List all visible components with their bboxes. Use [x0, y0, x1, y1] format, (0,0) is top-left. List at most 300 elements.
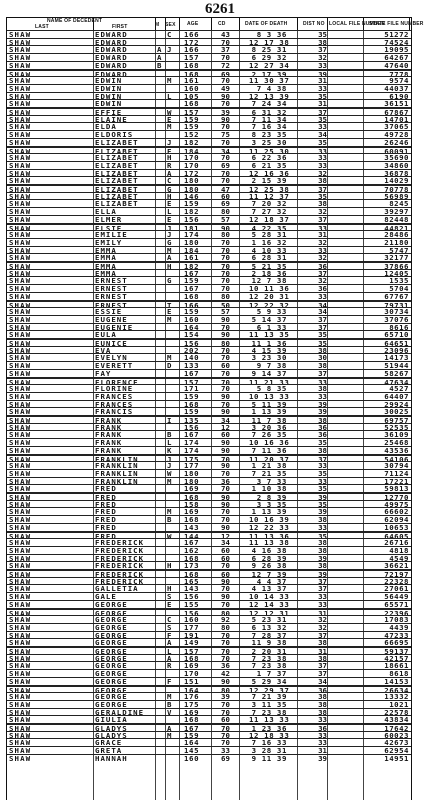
last-name-cell: SHAW — [9, 99, 32, 109]
death-date-cell: 8 23 35 — [251, 130, 287, 140]
state-file-cell: 1535 — [389, 276, 409, 286]
district-cell: 35 — [318, 191, 327, 201]
last-name-cell: SHAW — [9, 69, 32, 79]
death-date-cell: 11 21 33 — [249, 377, 290, 387]
code-cell: 49 — [221, 83, 230, 93]
death-date-cell: 5 21 35 — [251, 262, 287, 271]
sex-cell: W — [167, 468, 172, 478]
age-cell: 143 — [184, 584, 200, 594]
death-date-cell: 7 24 34 — [251, 99, 287, 109]
district-cell: 33 — [318, 715, 327, 725]
district-cell: 38 — [318, 515, 327, 525]
age-cell: 145 — [184, 746, 200, 756]
district-cell: 35 — [318, 30, 327, 39]
sex-cell: R — [167, 661, 172, 671]
last-name-cell: SHAW — [9, 330, 32, 340]
state-file-cell: 66602 — [384, 507, 409, 517]
last-name-cell: SHAW — [9, 438, 32, 448]
age-cell: 181 — [184, 223, 200, 233]
sex-cell: A — [167, 168, 172, 178]
state-file-cell: 37076 — [384, 314, 409, 324]
age-cell: 172 — [184, 168, 200, 178]
first-name-cell: GEORGE — [95, 699, 128, 709]
state-file-cell: 79731 — [384, 300, 409, 310]
last-name-cell: SHAW — [9, 146, 32, 156]
age-cell: 133 — [184, 361, 200, 371]
last-name-cell: SHAW — [9, 207, 32, 217]
district-cell: 33 — [318, 146, 327, 156]
code-cell: 90 — [221, 592, 230, 602]
code-cell: 34 — [221, 416, 230, 425]
district-cell: 35 — [318, 499, 327, 509]
age-cell: 168 — [184, 493, 200, 502]
district-cell: 38 — [318, 561, 327, 571]
header-district: DIST NO — [303, 21, 325, 27]
code-cell: 70 — [221, 653, 230, 663]
death-date-cell: 10 14 33 — [249, 592, 290, 602]
death-date-cell: 7 21 35 — [251, 468, 287, 478]
state-file-cell: 14701 — [384, 114, 409, 124]
state-file-cell: 28486 — [384, 230, 409, 240]
death-date-cell: 2 8 39 — [256, 493, 287, 502]
state-file-cell: 52535 — [384, 422, 409, 432]
last-name-cell: SHAW — [9, 615, 32, 625]
state-file-cell: 14173 — [384, 353, 409, 363]
code-cell: 90 — [221, 522, 230, 532]
code-cell: 70 — [221, 484, 230, 494]
first-name-cell: EDWIN — [95, 99, 123, 109]
sex-cell: H — [167, 584, 172, 594]
last-name-cell: SHAW — [9, 160, 32, 170]
age-cell: 166 — [184, 45, 200, 55]
death-date-cell: 7 28 37 — [251, 630, 287, 640]
last-name-cell: SHAW — [9, 699, 32, 709]
age-cell: 168 — [184, 653, 200, 663]
code-cell: 70 — [221, 153, 230, 163]
last-name-cell: SHAW — [9, 353, 32, 363]
sex-cell: E — [167, 199, 172, 209]
age-cell: 159 — [184, 114, 200, 124]
district-cell: 34 — [318, 307, 327, 317]
code-cell: 70 — [221, 253, 230, 263]
last-name-cell: SHAW — [9, 507, 32, 517]
district-cell: 39 — [318, 570, 327, 579]
last-name-cell: SHAW — [9, 391, 32, 401]
age-cell: 177 — [184, 461, 200, 471]
sex-cell: F — [167, 630, 172, 640]
state-file-cell: 22328 — [384, 576, 409, 586]
first-name-cell: GLADYS — [95, 730, 128, 740]
sex-cell: M — [167, 245, 172, 255]
last-name-cell: SHAW — [9, 76, 32, 86]
first-name-cell: ERNEST — [95, 284, 128, 294]
sex-cell: M — [167, 353, 172, 363]
death-date-cell: 7 11 34 — [251, 114, 287, 124]
district-cell: 39 — [318, 399, 327, 409]
last-name-cell: SHAW — [9, 53, 32, 63]
code-cell: 34 — [221, 146, 230, 156]
sex-cell: G — [167, 276, 172, 286]
death-date-cell: 4 4 37 — [256, 576, 287, 586]
page-number: 6261 — [205, 1, 235, 17]
code-cell: 80 — [221, 685, 230, 695]
state-file-cell: 47634 — [384, 377, 409, 387]
last-name-cell: SHAW — [9, 291, 32, 301]
death-date-cell: 6 1 33 — [256, 322, 287, 332]
district-cell: 38 — [318, 692, 327, 702]
sex-cell: J — [167, 454, 172, 464]
age-cell: 177 — [184, 622, 200, 632]
death-date-cell: 3 20 36 — [251, 422, 287, 432]
first-name-cell: GEORGE — [95, 692, 128, 702]
last-name-cell: SHAW — [9, 377, 32, 387]
death-date-cell: 6 31 32 — [251, 108, 287, 117]
first-name-cell: EMILY — [95, 237, 123, 247]
state-file-cell: 70778 — [384, 185, 409, 194]
first-name-cell: ERNEST — [95, 276, 128, 286]
death-date-cell: 7 20 32 — [251, 199, 287, 209]
state-file-cell: 9574 — [389, 76, 409, 86]
code-cell: 80 — [221, 608, 230, 618]
code-cell: 36 — [221, 476, 230, 486]
code-cell: 90 — [221, 223, 230, 233]
age-cell: 155 — [184, 599, 200, 609]
code-cell: 80 — [221, 339, 230, 348]
death-date-cell: 5 8 35 — [256, 384, 287, 394]
state-file-cell: 82448 — [384, 214, 409, 224]
last-name-cell: SHAW — [9, 561, 32, 571]
last-name-cell: SHAW — [9, 284, 32, 294]
district-cell: 38 — [318, 638, 327, 648]
death-date-cell: 3 7 33 — [256, 476, 287, 486]
death-date-cell: 9 7 38 — [256, 361, 287, 371]
code-cell: 70 — [221, 99, 230, 109]
first-name-cell: FREDERICK — [95, 576, 145, 586]
last-name-cell: SHAW — [9, 661, 32, 671]
death-date-cell: 11 1 36 — [251, 339, 287, 348]
state-file-cell: 65710 — [384, 330, 409, 340]
state-file-cell: 4527 — [389, 384, 409, 394]
last-name-cell: SHAW — [9, 168, 32, 178]
first-name-cell: ELMER — [95, 214, 123, 224]
state-file-cell: 64651 — [384, 339, 409, 348]
code-cell: 60 — [221, 553, 230, 563]
code-cell: 90 — [221, 461, 230, 471]
code-cell: 70 — [221, 599, 230, 609]
death-date-cell: 8 25 31 — [251, 45, 287, 55]
code-cell: 37 — [221, 45, 230, 55]
code-cell: 70 — [221, 245, 230, 255]
district-cell: 37 — [318, 45, 327, 55]
district-cell: 37 — [318, 669, 327, 679]
district-cell: 38 — [318, 176, 327, 186]
first-name-cell: GEORGE — [95, 669, 128, 679]
death-date-cell: 4 22 35 — [251, 223, 287, 233]
district-cell: 33 — [318, 730, 327, 740]
district-cell: 37 — [318, 214, 327, 224]
first-name-cell: ELAINE — [95, 114, 128, 124]
state-file-cell: 69757 — [384, 416, 409, 425]
district-cell: 31 — [318, 99, 327, 109]
death-date-cell: 2 17 39 — [251, 69, 287, 79]
header-decedent: NAME OF DECEDENT — [47, 18, 103, 24]
sex-cell: A — [167, 724, 172, 733]
code-cell: 12 — [221, 531, 230, 541]
code-cell: 70 — [221, 384, 230, 394]
last-name-cell: SHAW — [9, 669, 32, 679]
sex-cell: B — [167, 699, 172, 709]
district-cell: 37 — [318, 108, 327, 117]
age-cell: 156 — [184, 214, 200, 224]
last-name-cell: SHAW — [9, 45, 32, 55]
last-name-cell: SHAW — [9, 692, 32, 702]
death-date-cell: 1 16 32 — [251, 237, 287, 247]
district-cell: 37 — [318, 368, 327, 378]
age-cell: 164 — [184, 322, 200, 332]
age-cell: 170 — [184, 160, 200, 170]
code-cell: 70 — [221, 345, 230, 355]
code-cell: 70 — [221, 699, 230, 709]
age-cell: 169 — [184, 707, 200, 717]
district-cell: 32 — [318, 207, 327, 217]
first-name-cell: EFFIE — [95, 108, 123, 117]
district-cell: 32 — [318, 253, 327, 263]
last-name-cell: SHAW — [9, 185, 32, 194]
death-date-cell: 6 28 31 — [251, 253, 287, 263]
code-cell: 90 — [221, 576, 230, 586]
district-cell: 35 — [318, 137, 327, 147]
sex-cell: R — [167, 160, 172, 170]
first-name-cell: ELDORIS — [95, 130, 134, 140]
last-name-cell: SHAW — [9, 676, 32, 686]
last-name-cell: SHAW — [9, 746, 32, 756]
death-date-cell: 9 11 39 — [251, 753, 287, 763]
sex-cell: S — [167, 622, 172, 632]
sex-cell: E — [167, 599, 172, 609]
state-file-cell: 60023 — [384, 730, 409, 740]
age-cell: 167 — [184, 538, 200, 548]
code-cell: 69 — [221, 753, 230, 763]
last-name-cell: SHAW — [9, 499, 32, 509]
column-header — [6, 17, 424, 31]
age-cell: 176 — [184, 692, 200, 702]
death-date-cell: 12 25 38 — [249, 185, 290, 194]
age-cell: 144 — [184, 531, 200, 541]
state-file-cell: 39297 — [384, 207, 409, 217]
last-name-cell: SHAW — [9, 237, 32, 247]
state-file-cell: 36109 — [384, 430, 409, 440]
age-cell: 160 — [184, 615, 200, 625]
last-name-cell: SHAW — [9, 515, 32, 525]
first-name-cell: ESSIE — [95, 307, 123, 317]
district-cell: 38 — [318, 699, 327, 709]
age-cell: 184 — [184, 146, 200, 156]
last-name-cell: SHAW — [9, 153, 32, 163]
district-cell: 31 — [318, 76, 327, 86]
age-cell: 135 — [184, 416, 200, 425]
state-file-cell: 21180 — [384, 237, 409, 247]
age-cell: 158 — [184, 499, 200, 509]
death-date-cell: 11 25 30 — [249, 146, 290, 156]
sex-cell: A — [167, 638, 172, 648]
last-name-cell: SHAW — [9, 268, 32, 278]
code-cell: 80 — [221, 622, 230, 632]
age-cell: 170 — [184, 669, 200, 679]
state-file-cell: 37065 — [384, 122, 409, 132]
first-name-cell: GEORGE — [95, 653, 128, 663]
code-cell: 43 — [221, 30, 230, 39]
district-cell: 31 — [318, 608, 327, 618]
last-name-cell: SHAW — [9, 653, 32, 663]
code-cell: 70 — [221, 122, 230, 132]
last-name-cell: SHAW — [9, 368, 32, 378]
death-date-cell: 10 13 33 — [249, 391, 290, 401]
first-name-cell: GEORGE — [95, 630, 128, 640]
death-date-cell: 11 30 37 — [249, 76, 290, 86]
code-cell: 70 — [221, 638, 230, 648]
district-cell: 35 — [318, 468, 327, 478]
state-file-cell: 4439 — [389, 622, 409, 632]
code-cell: 75 — [221, 130, 230, 140]
death-date-cell: 7 23 38 — [251, 661, 287, 671]
age-cell: 169 — [184, 484, 200, 494]
district-cell: 35 — [318, 438, 327, 448]
death-date-cell: 6 29 32 — [251, 53, 287, 63]
district-cell: 38 — [318, 653, 327, 663]
first-name-cell: ELLA — [95, 207, 117, 217]
code-cell: 34 — [221, 538, 230, 548]
code-cell: 70 — [221, 37, 230, 47]
district-cell: 34 — [318, 676, 327, 686]
first-name-cell: ELIZABET — [95, 146, 139, 156]
age-cell: 156 — [184, 339, 200, 348]
age-cell: 168 — [184, 99, 200, 109]
code-cell: 70 — [221, 724, 230, 733]
first-name-cell: EMMA — [95, 268, 117, 278]
first-name-cell: EDWIN — [95, 76, 123, 86]
death-date-cell: 12 17 38 — [249, 37, 290, 47]
code-cell: 90 — [221, 493, 230, 502]
code-cell: 80 — [221, 291, 230, 301]
first-name-cell: FRED — [95, 507, 117, 517]
header-middle: M — [155, 22, 160, 28]
header-age: AGE — [187, 21, 199, 27]
state-file-cell: 62094 — [384, 515, 409, 525]
death-date-cell: 6 28 39 — [251, 553, 287, 563]
age-cell: 168 — [184, 291, 200, 301]
age-cell: 168 — [184, 715, 200, 725]
last-name-cell: SHAW — [9, 592, 32, 602]
code-cell: 70 — [221, 647, 230, 656]
header-state-file: STATE FILE NUMBER — [369, 21, 424, 27]
first-name-cell: FRED — [95, 484, 117, 494]
death-date-cell: 12 18 37 — [249, 214, 290, 224]
first-name-cell: GALLETIA — [95, 584, 139, 594]
state-file-cell: 42673 — [384, 738, 409, 748]
district-cell: 33 — [318, 461, 327, 471]
state-file-cell: 51944 — [384, 361, 409, 371]
age-cell: 159 — [184, 276, 200, 286]
district-cell: 31 — [318, 746, 327, 756]
state-file-cell: 8245 — [389, 199, 409, 209]
district-cell: 32 — [318, 622, 327, 632]
death-date-cell: 12 12 31 — [249, 608, 290, 618]
code-cell: 90 — [221, 407, 230, 417]
first-name-cell: EDWARD — [95, 45, 128, 55]
first-name-cell: FLORENCE — [95, 377, 139, 387]
state-file-cell: 14029 — [384, 176, 409, 186]
code-cell: 57 — [221, 214, 230, 224]
age-cell: 157 — [184, 377, 200, 387]
state-file-cell: 47233 — [384, 630, 409, 640]
first-name-cell: FREDERICK — [95, 538, 145, 548]
last-name-cell: SHAW — [9, 300, 32, 310]
code-cell: 12 — [221, 422, 230, 432]
first-name-cell: EVERETT — [95, 361, 134, 371]
first-name-cell: GALE — [95, 592, 117, 602]
first-name-cell: ELIZABET — [95, 168, 139, 178]
sex-cell: K — [167, 445, 172, 455]
state-file-cell: 25468 — [384, 438, 409, 448]
state-file-cell: 51272 — [384, 30, 409, 39]
age-cell: 140 — [184, 353, 200, 363]
sex-cell: B — [167, 515, 172, 525]
code-cell: 92 — [221, 615, 230, 625]
district-cell: 33 — [318, 83, 327, 93]
first-name-cell: EULA — [95, 330, 117, 340]
state-file-cell: 8616 — [389, 322, 409, 332]
district-cell: 32 — [318, 53, 327, 63]
death-date-cell: 4 13 37 — [251, 584, 287, 594]
age-cell: 168 — [184, 515, 200, 525]
first-name-cell: EMMA — [95, 262, 117, 271]
code-cell: 90 — [221, 445, 230, 455]
first-name-cell: FREDERICK — [95, 545, 145, 555]
age-cell: 168 — [184, 570, 200, 579]
first-name-cell: FRANK — [95, 438, 123, 448]
first-name-cell: FREDERICK — [95, 553, 145, 563]
district-cell: 33 — [318, 377, 327, 387]
code-cell: 57 — [221, 307, 230, 317]
age-cell: 156 — [184, 592, 200, 602]
state-file-cell: 27061 — [384, 584, 409, 594]
last-name-cell: SHAW — [9, 314, 32, 324]
sex-cell: A — [167, 253, 172, 263]
code-cell: 90 — [221, 391, 230, 401]
sex-cell: J — [167, 230, 172, 240]
first-name-cell: FRANKLIN — [95, 476, 139, 486]
state-file-cell: 54106 — [384, 454, 409, 464]
code-cell: 70 — [221, 76, 230, 86]
code-cell: 80 — [221, 230, 230, 240]
district-cell: 33 — [318, 592, 327, 602]
last-name-cell: SHAW — [9, 230, 32, 240]
last-name-cell: SHAW — [9, 622, 32, 632]
sex-cell: L — [167, 207, 172, 217]
district-cell: 35 — [318, 531, 327, 541]
first-name-cell: HANNAH — [95, 753, 128, 763]
age-cell: 175 — [184, 699, 200, 709]
death-date-cell: 12 18 33 — [249, 730, 290, 740]
death-date-cell: 11 7 38 — [251, 416, 287, 425]
death-date-cell: 8 3 36 — [256, 30, 287, 39]
sex-cell: B — [167, 430, 172, 440]
state-file-cell: 44037 — [384, 83, 409, 93]
age-cell: 164 — [184, 738, 200, 748]
death-date-cell: 1 7 37 — [256, 669, 287, 679]
state-file-cell: 13332 — [384, 692, 409, 702]
last-name-cell: SHAW — [9, 176, 32, 186]
